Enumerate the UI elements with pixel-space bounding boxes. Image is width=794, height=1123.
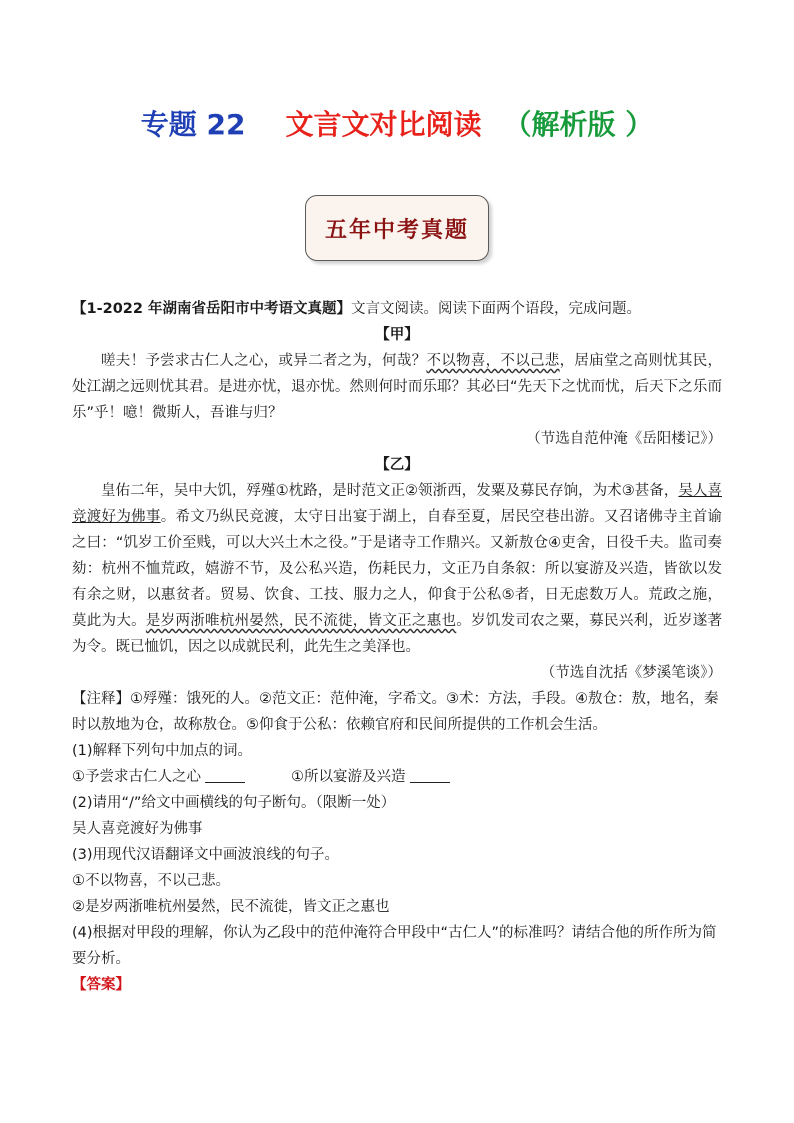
title-topic: 文言文对比阅读 xyxy=(285,108,482,141)
underlined-sentence: 吴人喜竞渡好为佛事 xyxy=(72,483,723,525)
passage-yi-label: 【乙】 xyxy=(375,457,419,473)
section-badge: 五年中考真题 xyxy=(305,195,489,261)
question-prompt: 文言文阅读。阅读下面两个语段，完成问题。 xyxy=(351,301,642,317)
passage-yi: 皇佑二年，吴中大饥，殍殣①枕路，是时范文正②领浙西，发粟及募民存饷，为术③甚备，吴人喜竞渡好为佛事。希文乃纵民竞渡，太守日出宴于湖上，自春至夏，居民空巷出游。又召诸佛寺主首谕之曰：“饥岁工价至贱，可以大兴土木之役。”于是诸寺工作鼎兴。又新敖仓④吏舍，日役千夫。监司奏劾：杭州不恤荒政，嬉游不节，及公私兴造，伤耗民力，文正乃自条叙：所以宴游及兴造，皆欲以发有余之财，以惠贫者。贸易、饮食、工技、服力之人，仰食于公私⑤者，日无虑数万人。荒政之施，莫此为大。是岁两浙唯杭州晏然，民不流徙，皆文正之惠也。岁饥发司农之粟，募民兴利，近岁遂著为令。既已恤饥，因之以成就民利，此先生之美泽也。 xyxy=(72,483,723,655)
question-1-items: ①予尝求古仁人之心 ①所以宴游及兴造 xyxy=(72,764,722,790)
answer-blank xyxy=(205,766,245,783)
answer-label: 【答案】 xyxy=(72,977,130,993)
question-source: 【1-2022 年湖南省岳阳市中考语文真题】 xyxy=(72,301,352,317)
passage-jia-source: （节选自范仲淹《岳阳楼记》） xyxy=(526,431,722,447)
question-content xyxy=(72,296,722,998)
wavy-sentence-1: 不以物喜，不以己悲 xyxy=(426,353,560,369)
title-edition: （解析版 ） xyxy=(503,108,654,141)
question-2-sentence: 吴人喜竞渡好为佛事 xyxy=(72,821,203,837)
notes: 【注释】①殍殣：饿死的人。②范文正：范仲淹，字希文。③术：方法，手段。④敖仓：敖，地名，秦时以敖地为仓，故称敖仓。⑤仰食于公私：依赖官府和民间所提供的工作机会生活。 xyxy=(72,691,719,733)
question-3: (3)用现代汉语翻译文中画波浪线的句子。 xyxy=(72,847,340,863)
question-header xyxy=(72,296,722,322)
question-3-item-a: ①不以物喜，不以己悲。 xyxy=(72,873,230,889)
answer-blank xyxy=(410,766,450,783)
question-4: (4)根据对甲段的理解，你认为乙段中的范仲淹符合甲段中“古仁人”的标准吗？请结合他的所作所为简要分析。 xyxy=(72,925,717,967)
passage-jia: 嗟夫！予尝求古仁人之心，或异二者之为，何哉？不以物喜，不以己悲，居庙堂之高则忧其民，处江湖之远则忧其君。是进亦忧，退亦忧。然则何时而乐耶？其必曰“先天下之忧而忧，后天下之乐而乐”乎！噫！微斯人，吾谁与归？ xyxy=(72,353,723,421)
title-series: 专题 22 xyxy=(140,108,246,141)
passage-jia-label: 【甲】 xyxy=(375,327,419,343)
wavy-sentence-2: 是岁两浙唯杭州晏然，民不流徙，皆文正之惠也 xyxy=(145,613,457,629)
question-3-item-b: ②是岁两浙唯杭州晏然，民不流徙，皆文正之惠也 xyxy=(72,899,390,915)
question-2: (2)请用“/”给文中画横线的句子断句。（限断一处） xyxy=(72,795,396,811)
question-1: (1)解释下列句中加点的词。 xyxy=(72,743,253,759)
passage-yi-source: （节选自沈括《梦溪笔谈》） xyxy=(540,665,722,681)
document-title xyxy=(0,103,794,143)
